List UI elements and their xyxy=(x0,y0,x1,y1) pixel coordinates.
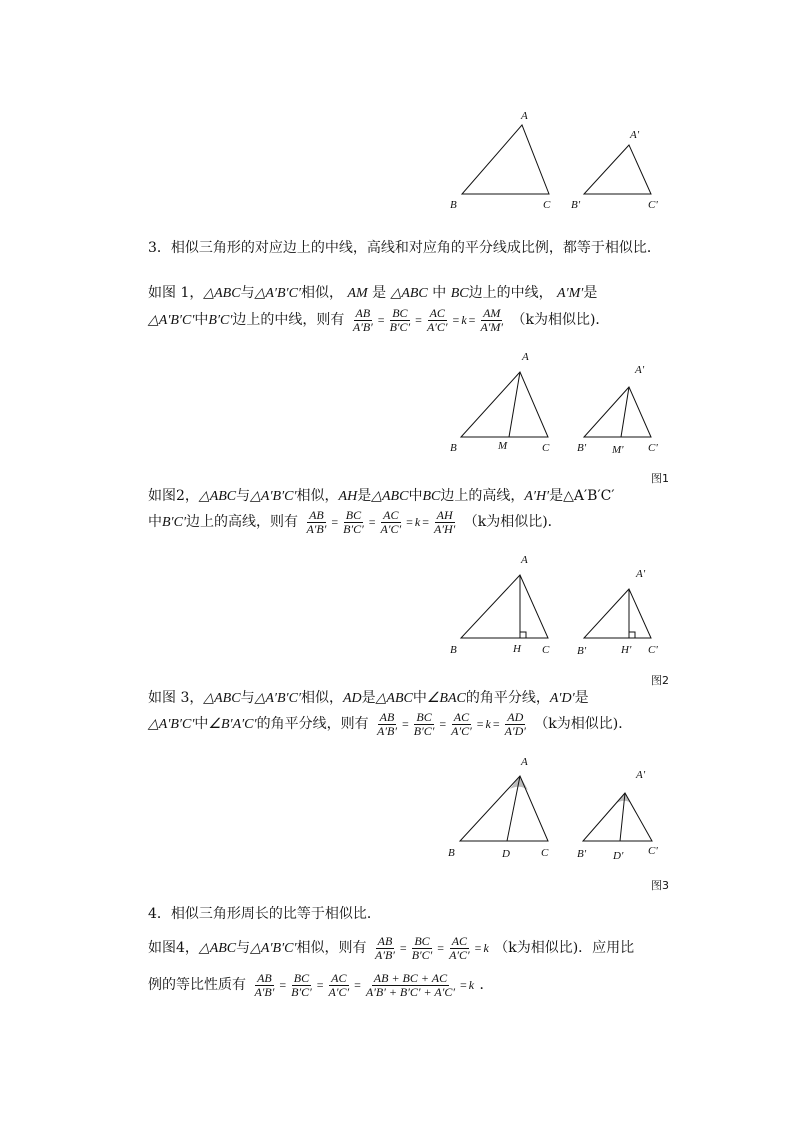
label-b: B xyxy=(450,199,457,211)
triangle-abc xyxy=(462,125,549,194)
triangle-name: △A′B′C′ xyxy=(254,286,301,301)
text: 中 xyxy=(194,312,209,328)
segment-name: A′H′ xyxy=(524,489,550,504)
fraction: $\frac{AB}{A'B'}$ xyxy=(254,970,275,999)
text: （k为相似比)． xyxy=(511,312,610,328)
label-a: A xyxy=(522,351,529,363)
segment-name: BC xyxy=(422,489,441,504)
fig1-text-line2: △A′B′C′中B′C′边上的中线，则有 $\frac{AB}{A'B'}$ = $\frac{BC}{B'C'}$ = $\frac{AC}{A'C'}$ = k = $\frac{AM}{A'M'}$ （k为相似比)． xyxy=(148,305,610,334)
label-a: A xyxy=(521,756,528,768)
text: 如图4， xyxy=(148,940,199,956)
label-d: D xyxy=(502,848,510,860)
label-a-prime: A' xyxy=(636,769,646,781)
text: 是 xyxy=(357,488,372,504)
fraction: $\frac{AB}{A'B'}$ xyxy=(377,709,397,738)
text: 相似， xyxy=(296,488,339,504)
text: 与 xyxy=(236,940,251,956)
text: 中 xyxy=(412,690,427,706)
section-4-line1: 如图4，△ABC与△A′B′C′相似，则有 $\frac{AB}{A'B'}$ = $\frac{BC}{B'C'}$ = $\frac{AC}{A'C'}$ = k （k为相似比)．应用比 xyxy=(148,933,635,962)
label-m-prime: M' xyxy=(612,444,624,456)
text: （k为相似比)． xyxy=(463,514,562,530)
fraction: $\frac{AB}{A'B'}$ xyxy=(375,933,395,962)
text: 是△A′B′C′ xyxy=(549,488,615,504)
fig3-text-line2: △A′B′C′中∠B′A′C′的角平分线，则有 $\frac{AB}{A'B'}$ = $\frac{BC}{B'C'}$ = $\frac{AC}{A'C'}$ = k = $\frac{AD}{A'D'}$ （k为相似比)． xyxy=(148,709,633,738)
label-b: B xyxy=(450,442,457,454)
text: 的角平分线， xyxy=(465,690,550,706)
text: 相似， xyxy=(300,285,343,301)
label-d-prime: D' xyxy=(613,850,624,862)
section-4-heading: 4．相似三角形周长的比等于相似比． xyxy=(148,906,381,922)
fraction: $\frac{AB}{A'B'}$ xyxy=(306,507,327,536)
label-c-prime: C' xyxy=(648,644,658,656)
text: 中 xyxy=(432,285,447,301)
text: 中 xyxy=(194,716,209,732)
text: （k为相似比)．应用比 xyxy=(494,940,635,956)
fraction: $\frac{BC}{B'C'}$ xyxy=(411,933,433,962)
text: 中 xyxy=(408,488,423,504)
triangle-name: △ABC xyxy=(371,489,409,504)
triangle-name: △A′B′C′ xyxy=(254,691,301,706)
triangle-a1b1c1 xyxy=(584,145,651,194)
text: ． xyxy=(479,977,494,993)
figure-3-caption: 图3 xyxy=(651,879,669,892)
label-a-prime: A' xyxy=(635,364,645,376)
label-b-prime: B' xyxy=(571,199,581,211)
figure-1-median xyxy=(440,346,670,461)
fraction: $\frac{AC}{A'C'}$ xyxy=(328,970,350,999)
fraction-sum: $\frac{AB + BC + AC}{A'B' + B'C' + A'C'}$ xyxy=(365,970,455,999)
segment-name: A′M′ xyxy=(557,286,584,301)
segment-name: B′C′ xyxy=(208,313,233,328)
figure-3-angle-bisector xyxy=(440,752,670,867)
fraction: $\frac{BC}{B'C'}$ xyxy=(413,709,435,738)
segment-name: AH xyxy=(338,489,358,504)
label-b: B xyxy=(448,847,455,859)
text: 与 xyxy=(240,285,255,301)
text: 相似，则有 xyxy=(296,940,367,956)
label-c-prime: C' xyxy=(648,199,658,211)
text: （k为相似比)． xyxy=(534,716,633,732)
fraction: $\frac{AC}{A'C'}$ xyxy=(380,507,402,536)
fraction: $\frac{AH}{A'H'}$ xyxy=(434,507,456,536)
fraction: $\frac{BC}{B'C'}$ xyxy=(291,970,312,999)
fraction: $\frac{AC}{A'C'}$ xyxy=(449,933,470,962)
triangle-name: △ABC xyxy=(375,691,413,706)
triangle-name: △A′B′C′ xyxy=(250,941,297,956)
fraction: $\frac{AC}{A'C'}$ xyxy=(426,305,448,334)
segment-name: BC xyxy=(450,286,469,301)
triangle-name: △A′B′C′ xyxy=(148,717,195,732)
label-a: A xyxy=(521,110,528,122)
label-m: M xyxy=(498,440,508,452)
triangle-name: △ABC xyxy=(203,691,241,706)
label-b-prime: B' xyxy=(577,442,587,454)
text: 中 xyxy=(148,514,162,530)
text: 边上的高线，则有 xyxy=(186,514,299,530)
label-c: C xyxy=(541,847,549,859)
label-c-prime: C' xyxy=(648,845,658,857)
triangle-name: △ABC xyxy=(390,286,428,301)
fraction: $\frac{AB}{A'B'}$ xyxy=(352,305,373,334)
fraction: $\frac{BC}{B'C'}$ xyxy=(343,507,364,536)
segment-name: B′C′ xyxy=(162,515,187,530)
text: 边上的中线，则有 xyxy=(232,312,345,328)
fraction: $\frac{AM}{A'M'}$ xyxy=(480,305,504,334)
angle-name: ∠B′A′C′ xyxy=(208,717,257,732)
text: 是 xyxy=(583,285,598,301)
section-4-line2: 例的等比性质有 $\frac{AB}{A'B'}$ = $\frac{BC}{B'C'}$ = $\frac{AC}{A'C'}$ = $\frac{AB + BC + AC}{A'B' + B'C' + A'C'}$ = k ． xyxy=(148,970,494,999)
text: 边上的中线， xyxy=(468,285,553,301)
triangle-name: △ABC xyxy=(198,489,237,504)
label-c: C xyxy=(542,644,550,656)
text: 例的等比性质有 xyxy=(148,977,246,993)
figure-1-caption: 图1 xyxy=(651,472,669,485)
label-c: C xyxy=(543,199,551,211)
triangle-name: △A′B′C′ xyxy=(148,313,195,328)
text: 如图 1， xyxy=(148,285,204,301)
triangle-name: △A′B′C′ xyxy=(250,489,297,504)
fig2-text-line2: 中B′C′边上的高线，则有 $\frac{AB}{A'B'}$ = $\frac{BC}{B'C'}$ = $\frac{AC}{A'C'}$ = k = $\frac{AH}{A'H'}$ （k为相似比)． xyxy=(148,507,562,536)
triangle-name: △ABC xyxy=(203,286,241,301)
label-h: H xyxy=(513,643,521,655)
label-a-prime: A' xyxy=(630,129,640,141)
segment-name: AD xyxy=(342,691,362,706)
label-b: B xyxy=(450,644,457,656)
fraction: $\frac{AD}{A'D'}$ xyxy=(504,709,526,738)
text: 边上的高线， xyxy=(440,488,525,504)
segment-name: A′D′ xyxy=(549,691,575,706)
label-h-prime: H' xyxy=(621,644,632,656)
text: 与 xyxy=(236,488,251,504)
label-c-prime: C' xyxy=(648,442,658,454)
text: 相似， xyxy=(300,690,343,706)
right-angle-mark xyxy=(629,632,635,638)
label-b-prime: B' xyxy=(577,645,587,657)
text: 如图 3， xyxy=(148,690,204,706)
figure-similar-triangles xyxy=(440,104,670,216)
figure-2-altitude xyxy=(440,548,670,663)
triangle-name: △ABC xyxy=(198,941,237,956)
section-3-heading: 3．相似三角形的对应边上的中线，高线和对应角的平分线成比例，都等于相似比． xyxy=(148,240,661,256)
label-c: C xyxy=(542,442,550,454)
text: 与 xyxy=(240,690,255,706)
right-angle-mark xyxy=(520,632,526,638)
label-a: A xyxy=(521,554,528,566)
fraction: $\frac{AC}{A'C'}$ xyxy=(451,709,472,738)
label-a-prime: A' xyxy=(636,568,646,580)
text: 的角平分线，则有 xyxy=(256,716,369,732)
text: 是 xyxy=(361,690,376,706)
text: 如图2， xyxy=(148,488,199,504)
figure-2-caption: 图2 xyxy=(651,674,669,687)
text: 是 xyxy=(372,285,387,301)
segment-name: AM xyxy=(347,286,368,301)
fraction: $\frac{BC}{B'C'}$ xyxy=(389,305,411,334)
label-b-prime: B' xyxy=(577,848,587,860)
text: 是 xyxy=(574,690,589,706)
angle-name: ∠BAC xyxy=(426,691,466,706)
